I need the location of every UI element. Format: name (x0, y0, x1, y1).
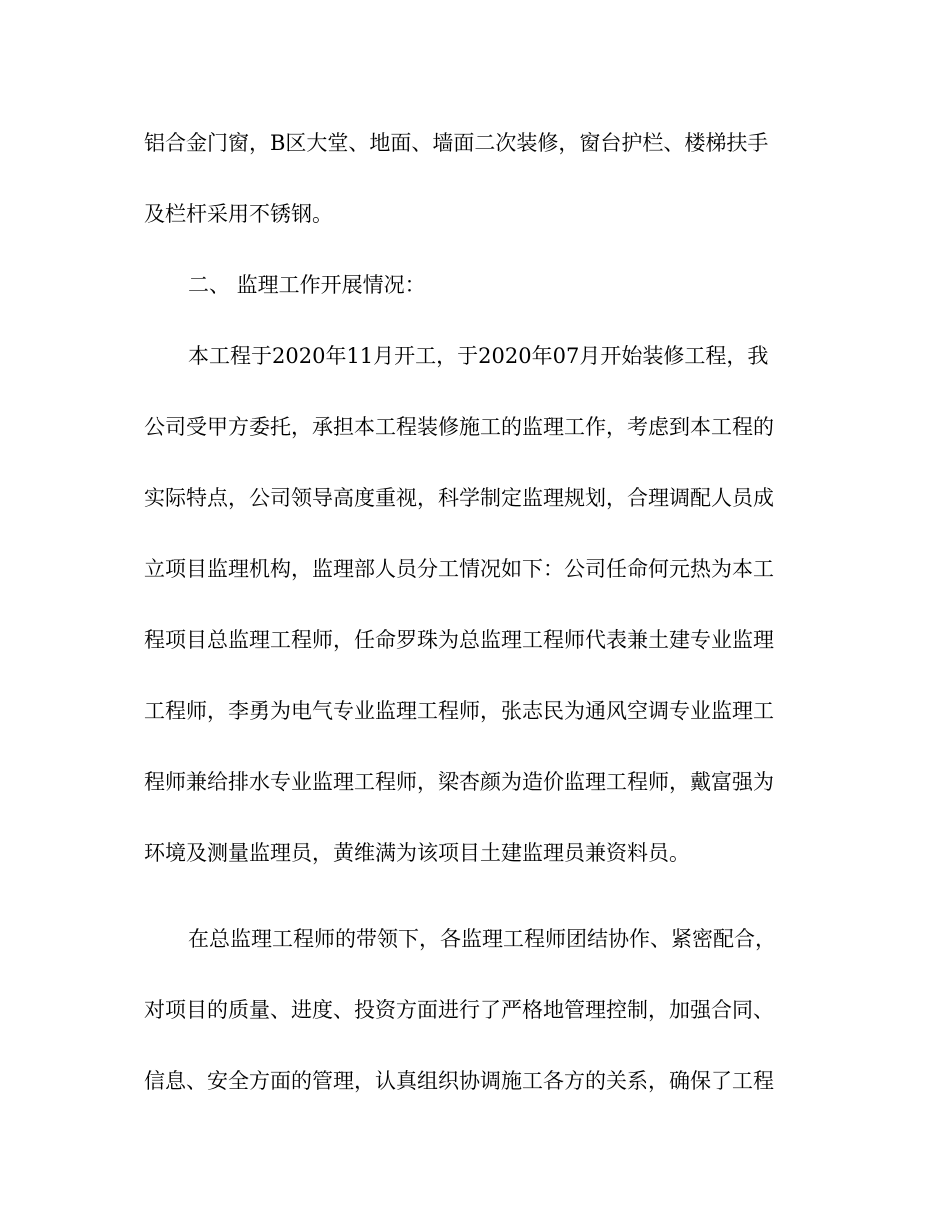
text-line-13: 对项目的质量、进度、投资方面进行了严格地管理控制，加强合同、 (144, 998, 774, 1022)
text-line-4: 本工程于2020年11月开工，于2020年07月开始装修工程，我 (188, 344, 769, 368)
text-line-5: 公司受甲方委托，承担本工程装修施工的监理工作，考虑到本工程的 (144, 415, 774, 439)
text-line-2: 及栏杆采用不锈钢。 (144, 202, 333, 226)
text-line-7: 立项目监理机构，监理部人员分工情况如下：公司任命何元热为本工 (144, 557, 774, 581)
text-line-11: 环境及测量监理员，黄维满为该项目土建监理员兼资料员。 (144, 841, 690, 865)
section-heading: 二、 监理工作开展情况： (188, 273, 426, 297)
text-line-6: 实际特点，公司领导高度重视，科学制定监理规划，合理调配人员成 (144, 486, 774, 510)
text-line-12: 在总监理工程师的带领下，各监理工程师团结协作、紧密配合， (188, 927, 776, 951)
text-line-14: 信息、安全方面的管理，认真组织协调施工各方的关系，确保了工程 (144, 1069, 774, 1093)
text-line-10: 程师兼给排水专业监理工程师，梁杏颜为造价监理工程师，戴富强为 (144, 770, 774, 794)
text-line-8: 程项目总监理工程师，任命罗珠为总监理工程师代表兼土建专业监理 (144, 628, 774, 652)
text-line-1: 铝合金门窗，B区大堂、地面、墙面二次装修，窗台护栏、楼梯扶手 (144, 131, 769, 155)
text-line-9: 工程师，李勇为电气专业监理工程师，张志民为通风空调专业监理工 (144, 699, 774, 723)
